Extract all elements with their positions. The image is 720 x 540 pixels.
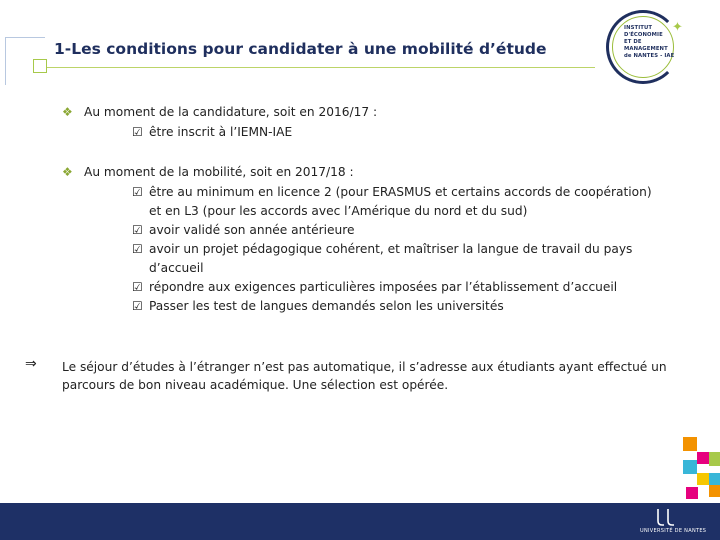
footer-bar — [0, 503, 720, 540]
checkbox-checked-icon: ☑ — [132, 299, 143, 313]
decor-square-orange-2 — [709, 485, 720, 497]
section-candidature: ❖ Au moment de la candidature, soit en 2016/17 : ☑ être inscrit à l’IEMN-IAE — [62, 103, 702, 143]
section-heading: Au moment de la candidature, soit en 2016/17 : — [84, 105, 378, 119]
conclusion-text: Le séjour d’études à l’étranger n’est pas automatique, il s’adresse aux étudiants ayant effectué un parcours de bon niveau académique. Une sélection est opérée. — [62, 360, 667, 392]
checkbox-checked-icon: ☑ — [132, 280, 143, 294]
logo-star-icon: ✦ — [672, 20, 683, 35]
diamond-cluster-icon: ❖ — [62, 105, 73, 119]
title-bracket-horizontal — [5, 37, 45, 38]
iemn-iae-logo — [606, 10, 686, 90]
decor-square-cyan-2 — [709, 473, 720, 485]
decor-square-pink-2 — [686, 487, 698, 499]
universite-nantes-logo-icon — [654, 507, 678, 527]
logo-text: INSTITUT D'ÉCONOMIE ET DE MANAGEMENT de NANTES - IAE — [624, 25, 675, 59]
university-label: UNIVERSITÉ DE NANTES — [640, 528, 707, 534]
double-arrow-right-icon: ⇒ — [25, 356, 37, 372]
decor-square-orange — [683, 437, 697, 451]
checkbox-checked-icon: ☑ — [132, 223, 143, 237]
checkbox-checked-icon: ☑ — [132, 185, 143, 199]
title-bracket-vertical — [5, 37, 6, 85]
section-mobilite: ❖ Au moment de la mobilité, soit en 2017/18 : ☑ être au minimum en licence 2 (pour ERASMUS et certains accords de coopération) et en L3 (pour les accords avec l’Amérique du nord et du sud) ☑ avoir validé son année antérieure ☑ avoir un projet pédagogique cohérent, et maîtriser la langue de travail du pays d’accueil ☑ répondre aux exigences particulières imposées par l’établissement d’accueil ☑ Passer les test de langues demandés selon les universités — [62, 163, 712, 323]
decor-square-pink — [697, 452, 709, 464]
checkbox-checked-icon: ☑ — [132, 242, 143, 256]
decor-square-yellow — [697, 473, 709, 485]
title-underline — [40, 67, 595, 68]
section-heading: Au moment de la mobilité, soit en 2017/18 : — [84, 165, 354, 179]
decor-square-cyan — [683, 460, 697, 474]
decor-square-green — [709, 452, 720, 466]
diamond-cluster-icon: ❖ — [62, 165, 73, 179]
slide-title: 1-Les conditions pour candidater à une mobilité d’étude — [54, 40, 547, 58]
title-square-decoration — [33, 59, 47, 73]
checkbox-checked-icon: ☑ — [132, 125, 143, 139]
